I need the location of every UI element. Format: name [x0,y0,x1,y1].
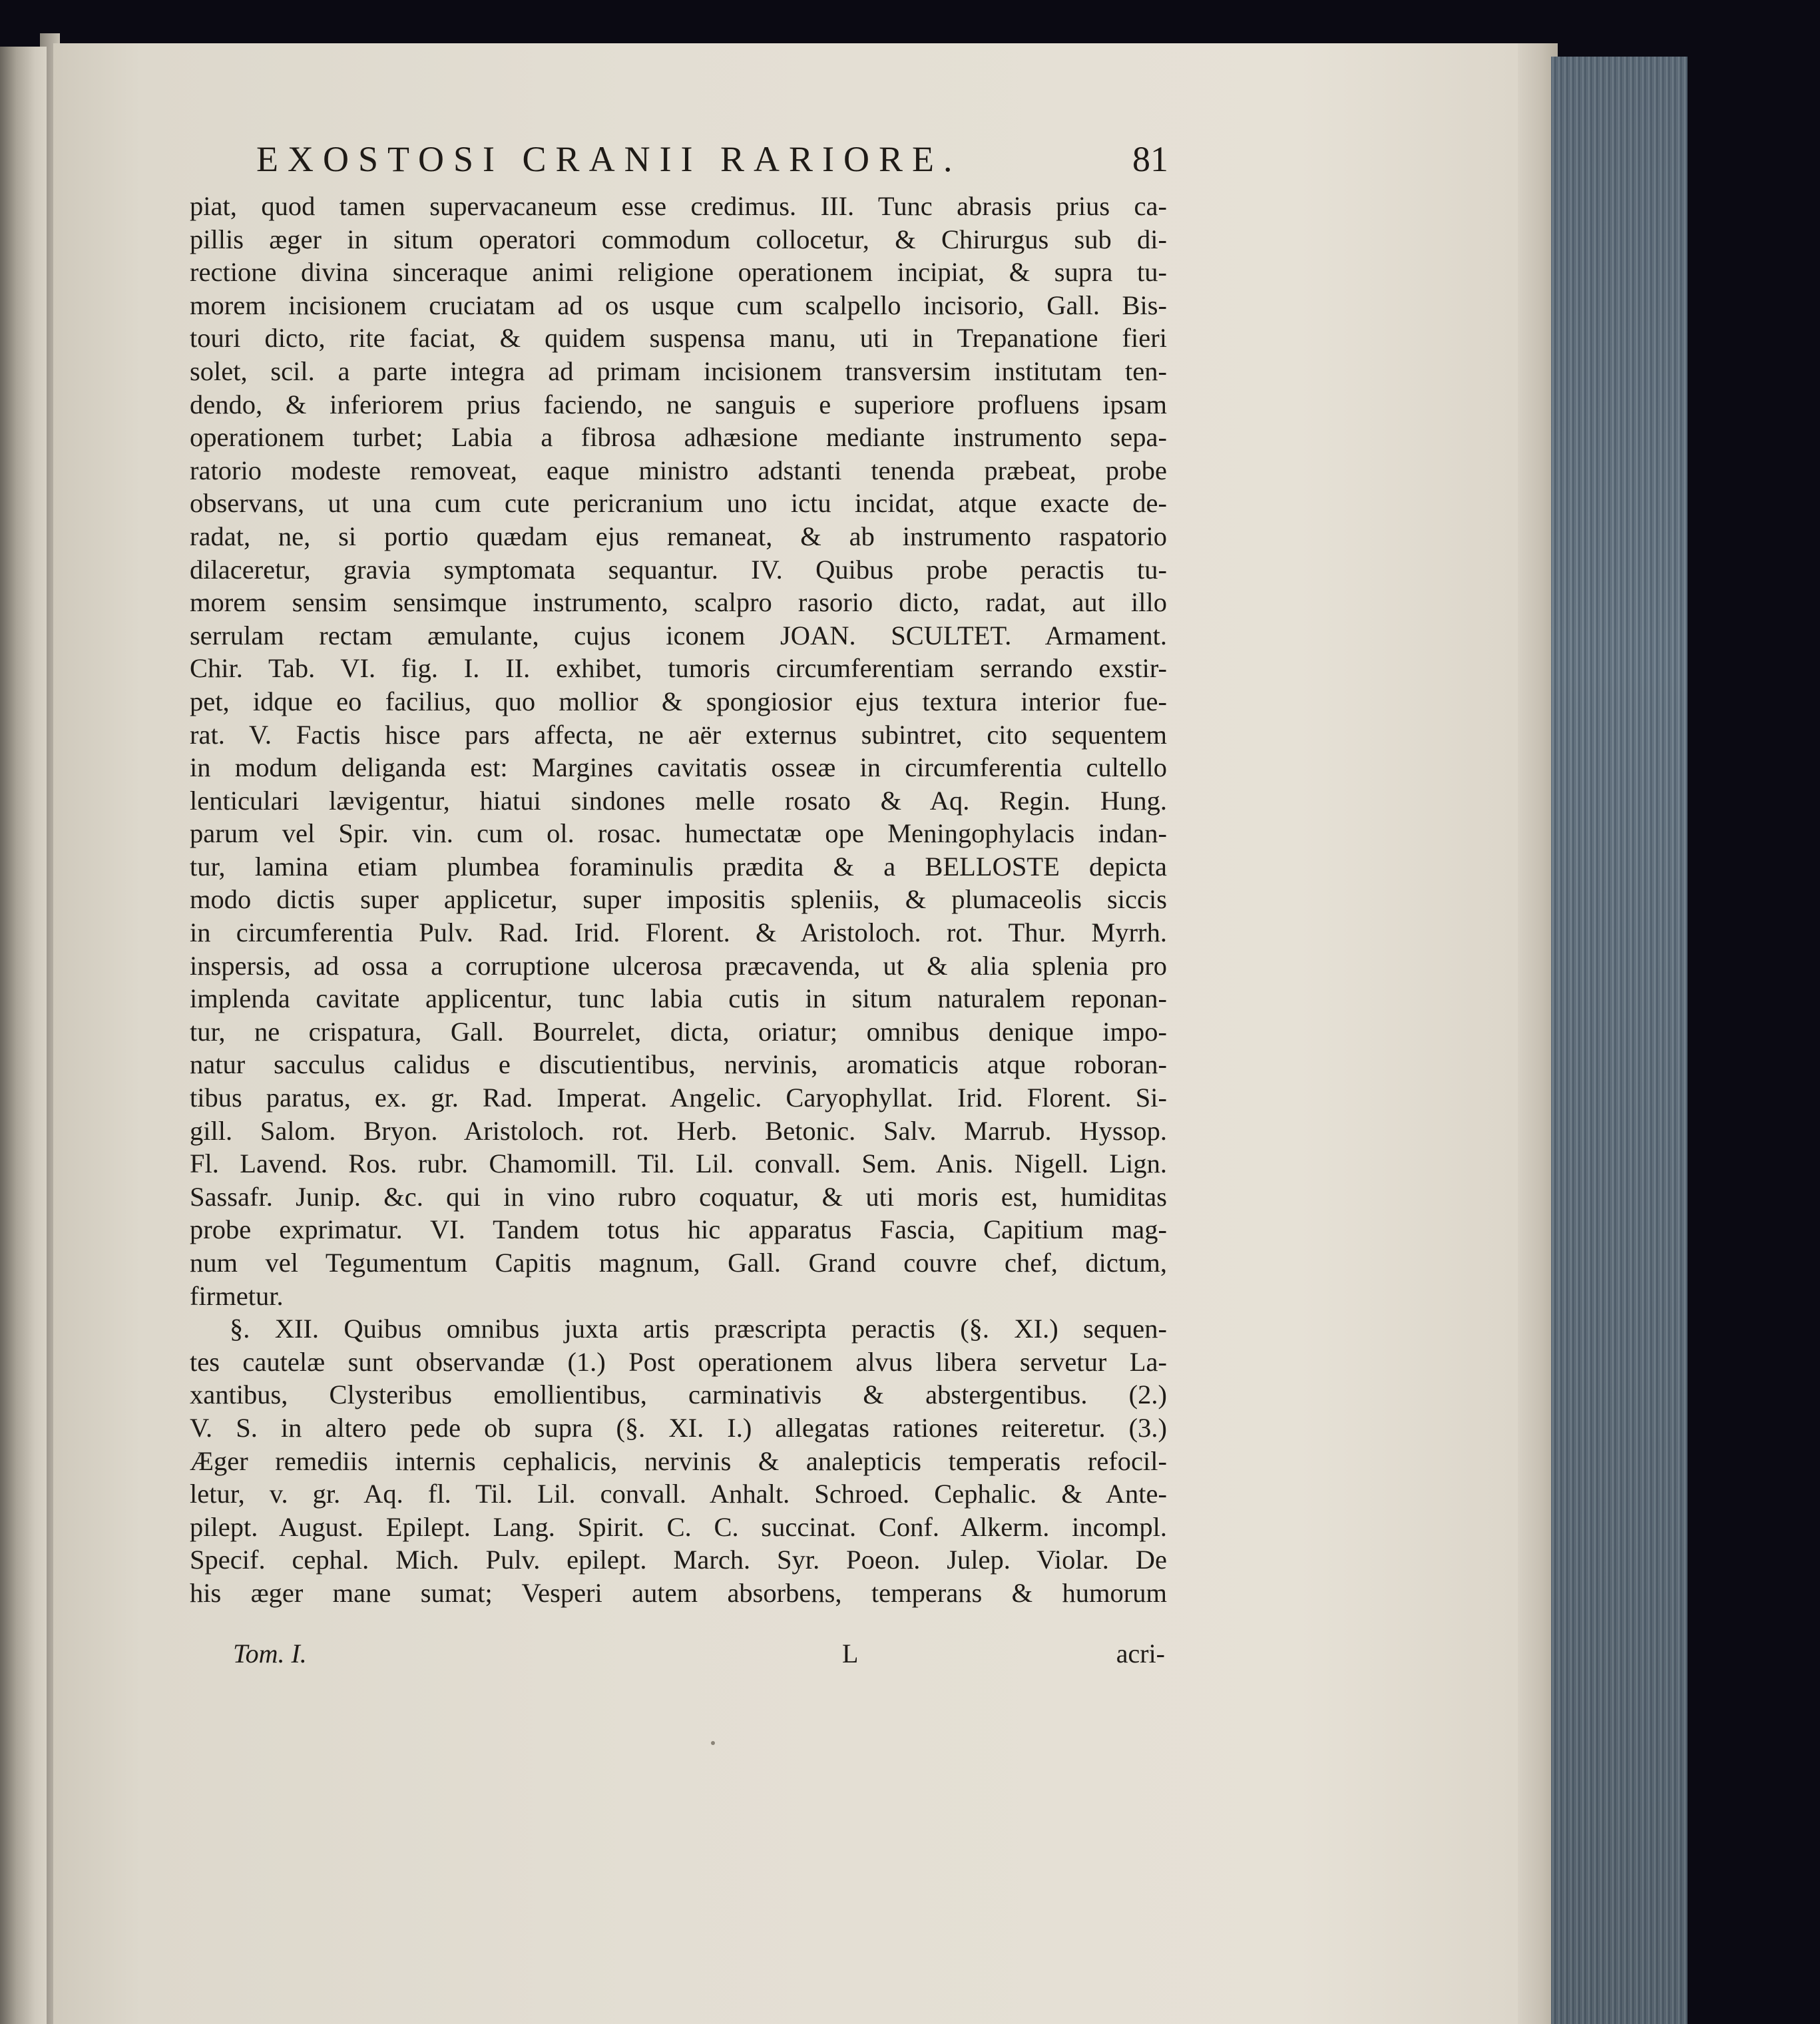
signature-line [233,1638,1165,1678]
text-line: modo dictis super applicetur, super impositis spleniis, & plumaceolis siccis [190,884,1167,915]
text-line: probe exprimatur. VI. Tandem totus hic apparatus Fascia, Capitium mag- [190,1214,1167,1245]
text-line: operationem turbet; Labia a fibrosa adhæsione mediante instrumento sepa- [190,422,1167,453]
text-line: pet, idque eo facilius, quo mollior & spongiosior ejus textura interior fue- [190,686,1167,716]
text-line: in circumferentia Pulv. Rad. Irid. Florent. & Aristoloch. rot. Thur. Myrrh. [190,917,1167,948]
text-line: serrulam rectam æmulante, cujus iconem JOAN. SCULTET. Armament. [190,620,1167,650]
text-line: Chir. Tab. VI. fig. I. II. exhibet, tumoris circumferentiam serrando exstir- [190,653,1167,684]
page-number: 81 [1132,139,1168,179]
text-line: pilept. August. Epilept. Lang. Spirit. C. C. succinat. Conf. Alkerm. incompl. [190,1511,1167,1542]
text-line: dilaceretur, gravia symptomata sequantur. IV. Quibus probe peractis tu- [190,554,1167,585]
volume-signature: Tom. I. [233,1639,307,1668]
text-line: firmetur. [190,1280,284,1311]
text-line: radat, ne, si portio quædam ejus remaneat, & ab instrumento raspatorio [190,521,1167,551]
text-line: letur, v. gr. Aq. fl. Til. Lil. convall. Anhalt. Schroed. Cephalic. & Ante- [190,1479,1167,1509]
body-text [190,190,1167,1610]
text-line: Specif. cephal. Mich. Pulv. epilept. March. Syr. Poeon. Julep. Violar. De [190,1545,1167,1575]
text-line: observans, ut una cum cute pericranium uno ictu incidat, atque exacte de- [190,488,1167,519]
text-line: num vel Tegumentum Capitis magnum, Gall. Grand couvre chef, dictum, [190,1248,1167,1278]
text-line: rectione divina sinceraque animi religione operationem incipiat, & supra tu- [190,257,1167,288]
running-head [256,138,1168,185]
text-line: natur sacculus calidus e discutientibus, nervinis, aromaticis atque roboran- [190,1049,1167,1080]
text-line: piat, quod tamen supervacaneum esse credimus. III. Tunc abrasis prius ca- [190,191,1167,221]
catchword: acri- [1116,1639,1165,1668]
text-line: his æger mane sumat; Vesperi autem absorbens, temperans & humorum [190,1577,1167,1608]
running-title: EXOSTOSI CRANII RARIORE. [256,139,962,179]
text-line: Sassafr. Junip. &c. qui in vino rubro coquatur, & uti moris est, humiditas [190,1181,1167,1212]
text-line: inspersis, ad ossa a corruptione ulcerosa præcavenda, ut & alia splenia pro [190,950,1167,981]
text-line: rat. V. Factis hisce pars affecta, ne aër externus subintret, cito sequentem [190,719,1167,750]
text-line: pillis æger in situm operatori commodum collocetur, & Chirurgus sub di- [190,224,1167,254]
text-line: §. XII. Quibus omnibus juxta artis præscripta peractis (§. XI.) sequen- [230,1314,1167,1344]
text-line: solet, scil. a parte integra ad primam incisionem transversim institutam ten- [190,356,1167,386]
book-block-shadow [1551,57,1688,2024]
text-line: lenticulari lævigentur, hiatui sindones melle rosato & Aq. Regin. Hung. [190,785,1167,816]
body-text-block [190,190,1167,1610]
text-line: Fl. Lavend. Ros. rubr. Chamomill. Til. Lil. convall. Sem. Anis. Nigell. Lign. [190,1148,1167,1179]
text-line: morem sensim sensimque instrumento, scalpro rasorio dicto, radat, aut illo [190,587,1167,618]
text-line: gill. Salom. Bryon. Aristoloch. rot. Herb. Betonic. Salv. Marrub. Hyssop. [190,1115,1167,1146]
text-line: ratorio modeste removeat, eaque ministro adstanti tenenda præbeat, probe [190,455,1167,485]
text-line: Æger remediis internis cephalicis, nervinis & analepticis temperatis refocil- [190,1445,1167,1476]
text-line: tur, ne crispatura, Gall. Bourrelet, dicta, oriatur; omnibus denique impo- [190,1016,1167,1047]
text-line: touri dicto, rite faciat, & quidem suspensa manu, uti in Trepanatione fieri [190,323,1167,354]
text-line: morem incisionem cruciatam ad os usque cum scalpello incisorio, Gall. Bis- [190,290,1167,320]
text-line: tes cautelæ sunt observandæ (1.) Post operationem alvus libera servetur La- [190,1346,1167,1377]
left-page-edge [0,47,47,2024]
text-line: implenda cavitate applicentur, tunc labia cutis in situm naturalem reponan- [190,983,1167,1014]
paper-speck [711,1741,715,1745]
text-line: xantibus, Clysteribus emollientibus, carminativis & abstergentibus. (2.) [190,1380,1167,1410]
gathering-mark: L [842,1639,859,1668]
text-line: tur, lamina etiam plumbea foraminulis prædita & a BELLOSTE depicta [190,851,1167,882]
text-line: parum vel Spir. vin. cum ol. rosac. humectatæ ope Meningophylacis indan- [190,818,1167,849]
text-line: tibus paratus, ex. gr. Rad. Imperat. Angelic. Caryophyllat. Irid. Florent. Si- [190,1083,1167,1113]
text-line: dendo, & inferiorem prius faciendo, ne sanguis e superiore profluens ipsam [190,389,1167,419]
text-line: V. S. in altero pede ob supra (§. XI. I.) allegatas rationes reiteretur. (3.) [190,1412,1167,1443]
text-line: in modum deliganda est: Margines cavitatis osseæ in circumferentia cultello [190,752,1167,783]
